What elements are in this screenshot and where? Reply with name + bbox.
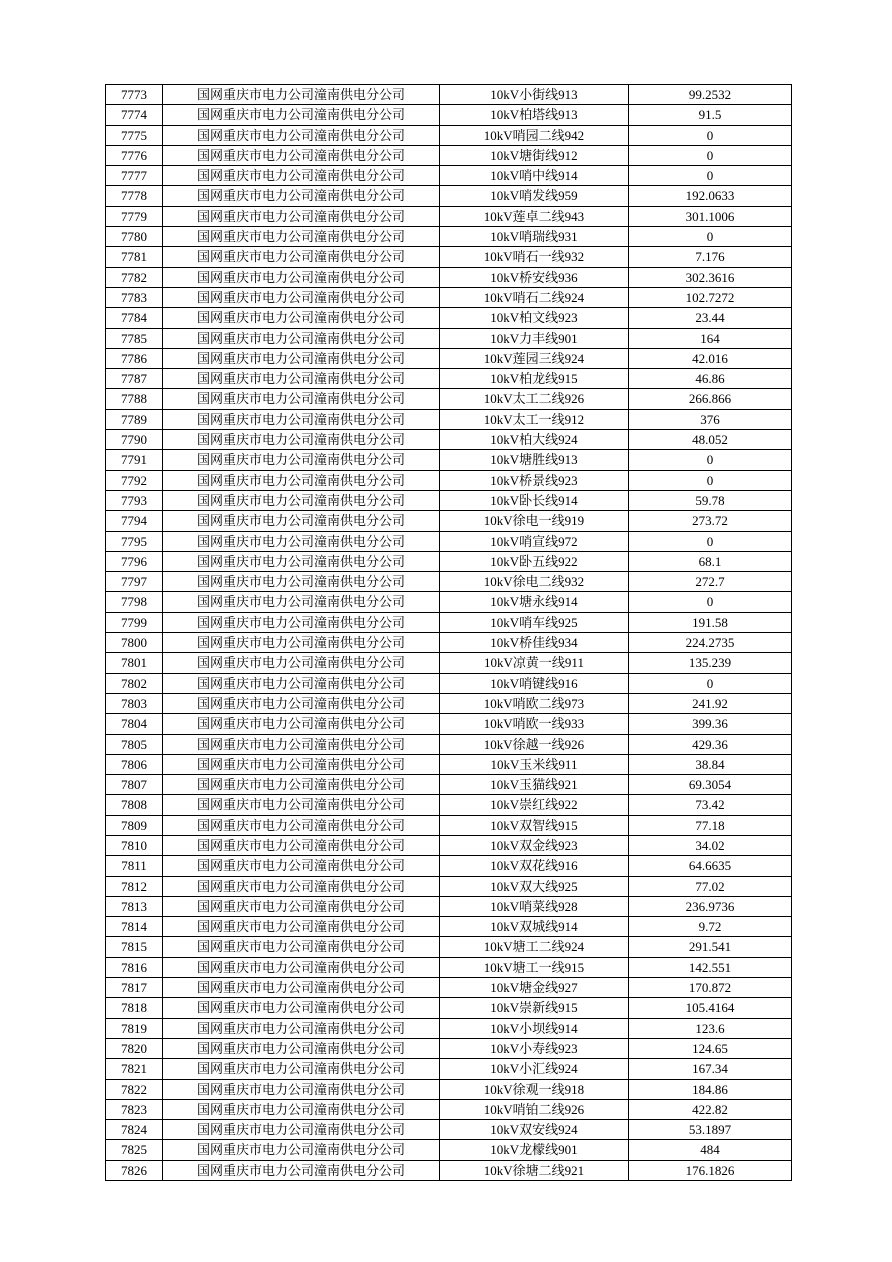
- value-cell: 64.6635: [629, 856, 792, 876]
- table-row: [106, 917, 792, 937]
- row-id-cell: 7811: [106, 856, 163, 876]
- company-cell: 国网重庆市电力公司潼南供电分公司: [163, 937, 440, 957]
- row-id-cell: 7815: [106, 937, 163, 957]
- value-cell: 224.2735: [629, 633, 792, 653]
- company-cell: 国网重庆市电力公司潼南供电分公司: [163, 917, 440, 937]
- table-row: [106, 511, 792, 531]
- value-cell: 176.1826: [629, 1160, 792, 1180]
- line-name-cell: 10kV双城线914: [440, 917, 629, 937]
- company-cell: 国网重庆市电力公司潼南供电分公司: [163, 1140, 440, 1160]
- row-id-cell: 7805: [106, 734, 163, 754]
- company-cell: 国网重庆市电力公司潼南供电分公司: [163, 714, 440, 734]
- line-name-cell: 10kV凉黄一线911: [440, 653, 629, 673]
- row-id-cell: 7819: [106, 1018, 163, 1038]
- line-name-cell: 10kV塘胜线913: [440, 450, 629, 470]
- table-row: [106, 856, 792, 876]
- table-row: [106, 389, 792, 409]
- line-name-cell: 10kV徐越一线926: [440, 734, 629, 754]
- row-id-cell: 7781: [106, 247, 163, 267]
- table-row: [106, 835, 792, 855]
- row-id-cell: 7796: [106, 551, 163, 571]
- company-cell: 国网重庆市电力公司潼南供电分公司: [163, 998, 440, 1018]
- table-body: [106, 85, 792, 1181]
- row-id-cell: 7802: [106, 673, 163, 693]
- company-cell: 国网重庆市电力公司潼南供电分公司: [163, 287, 440, 307]
- value-cell: 272.7: [629, 572, 792, 592]
- row-id-cell: 7774: [106, 105, 163, 125]
- row-id-cell: 7824: [106, 1120, 163, 1140]
- value-cell: 48.052: [629, 430, 792, 450]
- value-cell: 0: [629, 227, 792, 247]
- value-cell: 59.78: [629, 490, 792, 510]
- table-row: [106, 714, 792, 734]
- table-row: [106, 1099, 792, 1119]
- row-id-cell: 7809: [106, 815, 163, 835]
- table-row: [106, 267, 792, 287]
- table-row: [106, 633, 792, 653]
- value-cell: 42.016: [629, 348, 792, 368]
- value-cell: 164: [629, 328, 792, 348]
- value-cell: 99.2532: [629, 85, 792, 105]
- line-name-cell: 10kV哨园二线942: [440, 125, 629, 145]
- value-cell: 422.82: [629, 1099, 792, 1119]
- company-cell: 国网重庆市电力公司潼南供电分公司: [163, 85, 440, 105]
- company-cell: 国网重庆市电力公司潼南供电分公司: [163, 470, 440, 490]
- company-cell: 国网重庆市电力公司潼南供电分公司: [163, 145, 440, 165]
- row-id-cell: 7792: [106, 470, 163, 490]
- value-cell: 73.42: [629, 795, 792, 815]
- row-id-cell: 7810: [106, 835, 163, 855]
- row-id-cell: 7820: [106, 1038, 163, 1058]
- table-row: [106, 531, 792, 551]
- row-id-cell: 7791: [106, 450, 163, 470]
- value-cell: 376: [629, 409, 792, 429]
- company-cell: 国网重庆市电力公司潼南供电分公司: [163, 896, 440, 916]
- line-name-cell: 10kV双大线925: [440, 876, 629, 896]
- company-cell: 国网重庆市电力公司潼南供电分公司: [163, 693, 440, 713]
- table-row: [106, 1038, 792, 1058]
- row-id-cell: 7817: [106, 978, 163, 998]
- value-cell: 34.02: [629, 835, 792, 855]
- value-cell: 46.86: [629, 369, 792, 389]
- company-cell: 国网重庆市电力公司潼南供电分公司: [163, 105, 440, 125]
- value-cell: 301.1006: [629, 206, 792, 226]
- table-row: [106, 653, 792, 673]
- table-row: [106, 490, 792, 510]
- value-cell: 142.551: [629, 957, 792, 977]
- table-row: [106, 572, 792, 592]
- value-cell: 77.02: [629, 876, 792, 896]
- line-name-cell: 10kV塘街线912: [440, 145, 629, 165]
- row-id-cell: 7801: [106, 653, 163, 673]
- value-cell: 91.5: [629, 105, 792, 125]
- company-cell: 国网重庆市电力公司潼南供电分公司: [163, 1038, 440, 1058]
- line-name-cell: 10kV太工一线912: [440, 409, 629, 429]
- line-name-cell: 10kV双金线923: [440, 835, 629, 855]
- line-name-cell: 10kV哨欧一线933: [440, 714, 629, 734]
- table-row: [106, 145, 792, 165]
- table-row: [106, 1120, 792, 1140]
- table-row: [106, 978, 792, 998]
- line-name-cell: 10kV哨键线916: [440, 673, 629, 693]
- line-name-cell: 10kV柏文线923: [440, 308, 629, 328]
- line-name-cell: 10kV柏龙线915: [440, 369, 629, 389]
- table-row: [106, 206, 792, 226]
- row-id-cell: 7800: [106, 633, 163, 653]
- line-name-cell: 10kV徐电二线932: [440, 572, 629, 592]
- table-row: [106, 369, 792, 389]
- row-id-cell: 7795: [106, 531, 163, 551]
- line-name-cell: 10kV哨发线959: [440, 186, 629, 206]
- table-row: [106, 125, 792, 145]
- line-name-cell: 10kV玉猫线921: [440, 775, 629, 795]
- company-cell: 国网重庆市电力公司潼南供电分公司: [163, 267, 440, 287]
- line-name-cell: 10kV塘工二线924: [440, 937, 629, 957]
- value-cell: 68.1: [629, 551, 792, 571]
- company-cell: 国网重庆市电力公司潼南供电分公司: [163, 490, 440, 510]
- value-cell: 124.65: [629, 1038, 792, 1058]
- value-cell: 266.866: [629, 389, 792, 409]
- value-cell: 69.3054: [629, 775, 792, 795]
- value-cell: 7.176: [629, 247, 792, 267]
- company-cell: 国网重庆市电力公司潼南供电分公司: [163, 308, 440, 328]
- line-name-cell: 10kV龙檬线901: [440, 1140, 629, 1160]
- row-id-cell: 7789: [106, 409, 163, 429]
- line-name-cell: 10kV莲园三线924: [440, 348, 629, 368]
- table-row: [106, 1059, 792, 1079]
- company-cell: 国网重庆市电力公司潼南供电分公司: [163, 450, 440, 470]
- company-cell: 国网重庆市电力公司潼南供电分公司: [163, 409, 440, 429]
- table-row: [106, 998, 792, 1018]
- line-name-cell: 10kV哨车线925: [440, 612, 629, 632]
- value-cell: 273.72: [629, 511, 792, 531]
- line-name-cell: 10kV塘金线927: [440, 978, 629, 998]
- table-row: [106, 227, 792, 247]
- row-id-cell: 7798: [106, 592, 163, 612]
- value-cell: 484: [629, 1140, 792, 1160]
- value-cell: 9.72: [629, 917, 792, 937]
- value-cell: 0: [629, 531, 792, 551]
- company-cell: 国网重庆市电力公司潼南供电分公司: [163, 795, 440, 815]
- company-cell: 国网重庆市电力公司潼南供电分公司: [163, 612, 440, 632]
- table-row: [106, 775, 792, 795]
- value-cell: 192.0633: [629, 186, 792, 206]
- table-row: [106, 795, 792, 815]
- row-id-cell: 7793: [106, 490, 163, 510]
- table-row: [106, 348, 792, 368]
- value-cell: 302.3616: [629, 267, 792, 287]
- company-cell: 国网重庆市电力公司潼南供电分公司: [163, 775, 440, 795]
- table-row: [106, 409, 792, 429]
- row-id-cell: 7813: [106, 896, 163, 916]
- line-name-cell: 10kV哨菜线928: [440, 896, 629, 916]
- line-name-cell: 10kV小坝线914: [440, 1018, 629, 1038]
- value-cell: 38.84: [629, 754, 792, 774]
- line-name-cell: 10kV崇新线915: [440, 998, 629, 1018]
- value-cell: 53.1897: [629, 1120, 792, 1140]
- row-id-cell: 7790: [106, 430, 163, 450]
- row-id-cell: 7785: [106, 328, 163, 348]
- company-cell: 国网重庆市电力公司潼南供电分公司: [163, 856, 440, 876]
- row-id-cell: 7826: [106, 1160, 163, 1180]
- table-row: [106, 937, 792, 957]
- table-row: [106, 105, 792, 125]
- row-id-cell: 7808: [106, 795, 163, 815]
- row-id-cell: 7804: [106, 714, 163, 734]
- row-id-cell: 7818: [106, 998, 163, 1018]
- company-cell: 国网重庆市电力公司潼南供电分公司: [163, 1160, 440, 1180]
- company-cell: 国网重庆市电力公司潼南供电分公司: [163, 389, 440, 409]
- table-row: [106, 328, 792, 348]
- table-row: [106, 1140, 792, 1160]
- table-row: [106, 592, 792, 612]
- table-row: [106, 693, 792, 713]
- value-cell: 77.18: [629, 815, 792, 835]
- line-name-cell: 10kV双智线915: [440, 815, 629, 835]
- line-name-cell: 10kV崇红线922: [440, 795, 629, 815]
- table-row: [106, 1079, 792, 1099]
- table-row: [106, 308, 792, 328]
- row-id-cell: 7814: [106, 917, 163, 937]
- row-id-cell: 7816: [106, 957, 163, 977]
- company-cell: 国网重庆市电力公司潼南供电分公司: [163, 835, 440, 855]
- company-cell: 国网重庆市电力公司潼南供电分公司: [163, 328, 440, 348]
- value-cell: 0: [629, 673, 792, 693]
- company-cell: 国网重庆市电力公司潼南供电分公司: [163, 186, 440, 206]
- company-cell: 国网重庆市电力公司潼南供电分公司: [163, 957, 440, 977]
- row-id-cell: 7779: [106, 206, 163, 226]
- table-row: [106, 470, 792, 490]
- line-name-cell: 10kV柏大线924: [440, 430, 629, 450]
- line-name-cell: 10kV小汇线924: [440, 1059, 629, 1079]
- company-cell: 国网重庆市电力公司潼南供电分公司: [163, 1059, 440, 1079]
- company-cell: 国网重庆市电力公司潼南供电分公司: [163, 348, 440, 368]
- company-cell: 国网重庆市电力公司潼南供电分公司: [163, 572, 440, 592]
- row-id-cell: 7778: [106, 186, 163, 206]
- value-cell: 429.36: [629, 734, 792, 754]
- line-name-cell: 10kV哨欧二线973: [440, 693, 629, 713]
- power-line-table: [105, 84, 792, 1181]
- company-cell: 国网重庆市电力公司潼南供电分公司: [163, 1018, 440, 1038]
- value-cell: 123.6: [629, 1018, 792, 1038]
- line-name-cell: 10kV徐观一线918: [440, 1079, 629, 1099]
- line-name-cell: 10kV卧五线922: [440, 551, 629, 571]
- line-name-cell: 10kV徐塘二线921: [440, 1160, 629, 1180]
- value-cell: 0: [629, 450, 792, 470]
- value-cell: 0: [629, 592, 792, 612]
- table-row: [106, 430, 792, 450]
- line-name-cell: 10kV哨石一线932: [440, 247, 629, 267]
- line-name-cell: 10kV哨铂二线926: [440, 1099, 629, 1119]
- row-id-cell: 7784: [106, 308, 163, 328]
- company-cell: 国网重庆市电力公司潼南供电分公司: [163, 754, 440, 774]
- table-row: [106, 896, 792, 916]
- value-cell: 23.44: [629, 308, 792, 328]
- table-row: [106, 673, 792, 693]
- row-id-cell: 7812: [106, 876, 163, 896]
- value-cell: 236.9736: [629, 896, 792, 916]
- row-id-cell: 7780: [106, 227, 163, 247]
- line-name-cell: 10kV小街线913: [440, 85, 629, 105]
- value-cell: 191.58: [629, 612, 792, 632]
- table-row: [106, 734, 792, 754]
- line-name-cell: 10kV莲卓二线943: [440, 206, 629, 226]
- line-name-cell: 10kV柏塔线913: [440, 105, 629, 125]
- company-cell: 国网重庆市电力公司潼南供电分公司: [163, 592, 440, 612]
- table-row: [106, 876, 792, 896]
- row-id-cell: 7822: [106, 1079, 163, 1099]
- company-cell: 国网重庆市电力公司潼南供电分公司: [163, 1120, 440, 1140]
- row-id-cell: 7775: [106, 125, 163, 145]
- line-name-cell: 10kV力丰线901: [440, 328, 629, 348]
- company-cell: 国网重庆市电力公司潼南供电分公司: [163, 369, 440, 389]
- company-cell: 国网重庆市电力公司潼南供电分公司: [163, 125, 440, 145]
- row-id-cell: 7799: [106, 612, 163, 632]
- value-cell: 241.92: [629, 693, 792, 713]
- line-name-cell: 10kV小寿线923: [440, 1038, 629, 1058]
- company-cell: 国网重庆市电力公司潼南供电分公司: [163, 978, 440, 998]
- row-id-cell: 7773: [106, 85, 163, 105]
- table-row: [106, 166, 792, 186]
- line-name-cell: 10kV塘永线914: [440, 592, 629, 612]
- company-cell: 国网重庆市电力公司潼南供电分公司: [163, 633, 440, 653]
- company-cell: 国网重庆市电力公司潼南供电分公司: [163, 815, 440, 835]
- row-id-cell: 7825: [106, 1140, 163, 1160]
- row-id-cell: 7823: [106, 1099, 163, 1119]
- company-cell: 国网重庆市电力公司潼南供电分公司: [163, 1079, 440, 1099]
- line-name-cell: 10kV太工二线926: [440, 389, 629, 409]
- table-row: [106, 754, 792, 774]
- table-row: [106, 957, 792, 977]
- company-cell: 国网重庆市电力公司潼南供电分公司: [163, 673, 440, 693]
- table-row: [106, 612, 792, 632]
- row-id-cell: 7787: [106, 369, 163, 389]
- row-id-cell: 7786: [106, 348, 163, 368]
- company-cell: 国网重庆市电力公司潼南供电分公司: [163, 511, 440, 531]
- row-id-cell: 7788: [106, 389, 163, 409]
- line-name-cell: 10kV哨石二线924: [440, 287, 629, 307]
- table-row: [106, 1018, 792, 1038]
- value-cell: 291.541: [629, 937, 792, 957]
- value-cell: 0: [629, 470, 792, 490]
- table-row: [106, 287, 792, 307]
- table-row: [106, 551, 792, 571]
- value-cell: 0: [629, 125, 792, 145]
- line-name-cell: 10kV双安线924: [440, 1120, 629, 1140]
- row-id-cell: 7782: [106, 267, 163, 287]
- value-cell: 0: [629, 166, 792, 186]
- row-id-cell: 7777: [106, 166, 163, 186]
- value-cell: 102.7272: [629, 287, 792, 307]
- table-row: [106, 85, 792, 105]
- company-cell: 国网重庆市电力公司潼南供电分公司: [163, 734, 440, 754]
- row-id-cell: 7776: [106, 145, 163, 165]
- value-cell: 167.34: [629, 1059, 792, 1079]
- line-name-cell: 10kV哨宣线972: [440, 531, 629, 551]
- row-id-cell: 7806: [106, 754, 163, 774]
- company-cell: 国网重庆市电力公司潼南供电分公司: [163, 430, 440, 450]
- row-id-cell: 7821: [106, 1059, 163, 1079]
- table-row: [106, 247, 792, 267]
- line-name-cell: 10kV徐电一线919: [440, 511, 629, 531]
- company-cell: 国网重庆市电力公司潼南供电分公司: [163, 227, 440, 247]
- company-cell: 国网重庆市电力公司潼南供电分公司: [163, 247, 440, 267]
- company-cell: 国网重庆市电力公司潼南供电分公司: [163, 166, 440, 186]
- table-row: [106, 186, 792, 206]
- value-cell: 399.36: [629, 714, 792, 734]
- company-cell: 国网重庆市电力公司潼南供电分公司: [163, 531, 440, 551]
- table-row: [106, 1160, 792, 1180]
- line-name-cell: 10kV桥景线923: [440, 470, 629, 490]
- line-name-cell: 10kV桥安线936: [440, 267, 629, 287]
- line-name-cell: 10kV桥佳线934: [440, 633, 629, 653]
- value-cell: 105.4164: [629, 998, 792, 1018]
- company-cell: 国网重庆市电力公司潼南供电分公司: [163, 876, 440, 896]
- row-id-cell: 7807: [106, 775, 163, 795]
- company-cell: 国网重庆市电力公司潼南供电分公司: [163, 206, 440, 226]
- row-id-cell: 7794: [106, 511, 163, 531]
- line-name-cell: 10kV卧长线914: [440, 490, 629, 510]
- company-cell: 国网重庆市电力公司潼南供电分公司: [163, 1099, 440, 1119]
- line-name-cell: 10kV塘工一线915: [440, 957, 629, 977]
- line-name-cell: 10kV哨中线914: [440, 166, 629, 186]
- table-row: [106, 450, 792, 470]
- table-row: [106, 815, 792, 835]
- row-id-cell: 7797: [106, 572, 163, 592]
- value-cell: 135.239: [629, 653, 792, 673]
- line-name-cell: 10kV双花线916: [440, 856, 629, 876]
- company-cell: 国网重庆市电力公司潼南供电分公司: [163, 653, 440, 673]
- row-id-cell: 7803: [106, 693, 163, 713]
- value-cell: 170.872: [629, 978, 792, 998]
- value-cell: 0: [629, 145, 792, 165]
- line-name-cell: 10kV玉米线911: [440, 754, 629, 774]
- row-id-cell: 7783: [106, 287, 163, 307]
- value-cell: 184.86: [629, 1079, 792, 1099]
- line-name-cell: 10kV哨瑞线931: [440, 227, 629, 247]
- company-cell: 国网重庆市电力公司潼南供电分公司: [163, 551, 440, 571]
